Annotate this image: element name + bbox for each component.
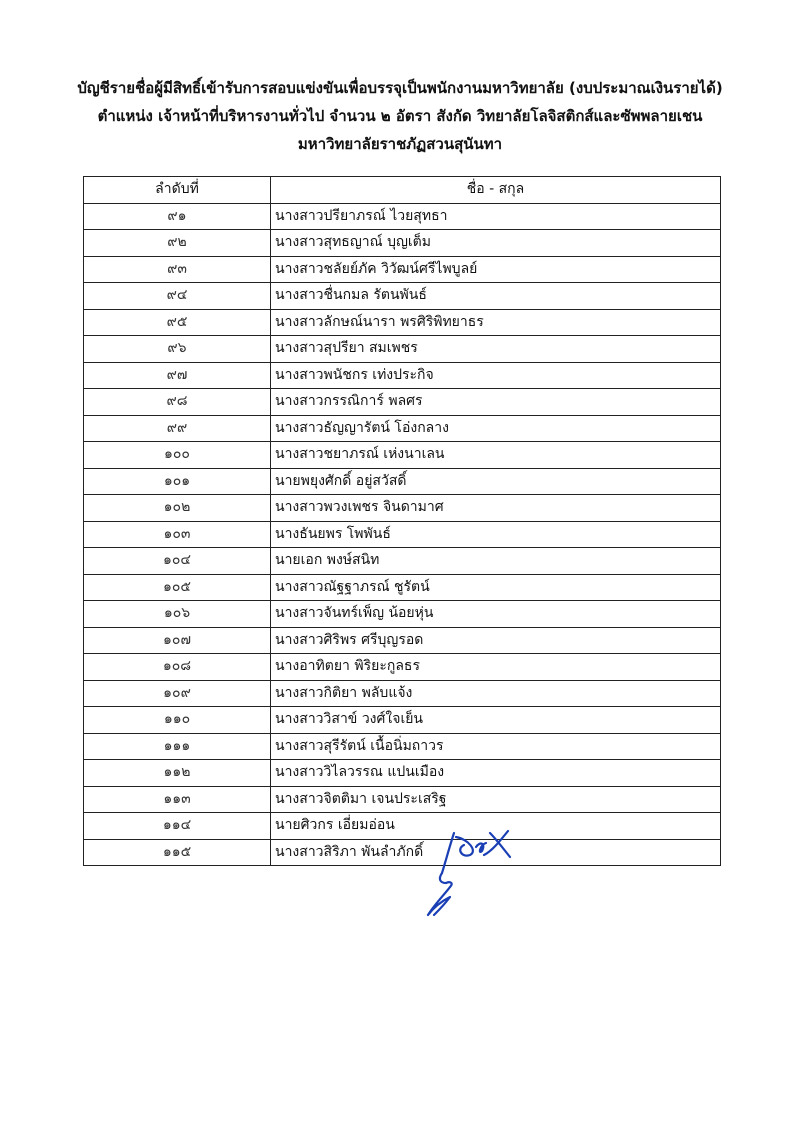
document-title-line2: ตำแหน่ง เจ้าหน้าที่บริหารงานทั่วไป จำนวน ๒ อัตรา สังกัด วิทยาลัยโลจิสติกส์และซัพพลายเชน — [97, 107, 703, 125]
table-row — [84, 495, 721, 522]
row-full-name: นายพยุงศักดิ์ อยู่สวัสดิ์ — [271, 468, 721, 495]
row-order-number: ๙๘ — [84, 389, 271, 416]
row-order-number: ๑๑๒ — [84, 760, 271, 787]
row-full-name: นางสาวศิริพร ศรีบุญรอด — [271, 627, 721, 654]
row-full-name: นางสาวจิตติมา เจนประเสริฐ — [271, 786, 721, 813]
row-full-name: นางสาววิสาข์ วงศ์ใจเย็น — [271, 707, 721, 734]
row-full-name: นางสาวธัญญารัตน์ โอ่งกลาง — [271, 415, 721, 442]
table-row — [84, 256, 721, 283]
row-order-number: ๑๐๑ — [84, 468, 271, 495]
table-row — [84, 574, 721, 601]
table-row — [84, 760, 721, 787]
row-full-name: นางสาววิไลวรรณ แปนเมือง — [271, 760, 721, 787]
row-order-number: ๑๑๔ — [84, 813, 271, 840]
table-row — [84, 336, 721, 363]
row-order-number: ๙๒ — [84, 230, 271, 257]
row-order-number: ๑๑๕ — [84, 839, 271, 866]
row-full-name: นางสาวกรรณิการ์ พลศร — [271, 389, 721, 416]
candidate-table — [83, 176, 721, 866]
table-row — [84, 601, 721, 628]
row-order-number: ๑๐๐ — [84, 442, 271, 469]
row-order-number: ๑๑๓ — [84, 786, 271, 813]
row-order-number: ๑๐๔ — [84, 548, 271, 575]
row-order-number: ๙๑ — [84, 203, 271, 230]
document-title-line3: มหาวิทยาลัยราชภัฏสวนสุนันทา — [297, 135, 503, 153]
row-order-number: ๙๖ — [84, 336, 271, 363]
table-row — [84, 230, 721, 257]
row-order-number: ๑๐๕ — [84, 574, 271, 601]
row-full-name: นางสาวชยาภรณ์ เห่งนาเลน — [271, 442, 721, 469]
row-full-name: นางสาวชื่นกมล รัตนพันธ์ — [271, 283, 721, 310]
table-row — [84, 680, 721, 707]
table-row — [84, 521, 721, 548]
row-full-name: นางสาวลักษณ์นารา พรศิริพิทยาธร — [271, 309, 721, 336]
table-row — [84, 548, 721, 575]
row-order-number: ๑๑๐ — [84, 707, 271, 734]
table-row — [84, 733, 721, 760]
table-row — [84, 813, 721, 840]
row-full-name: นายศิวกร เอี่ยมอ่อน — [271, 813, 721, 840]
row-order-number: ๙๔ — [84, 283, 271, 310]
table-row — [84, 786, 721, 813]
table-row — [84, 707, 721, 734]
row-full-name: นายเอก พงษ์สนิท — [271, 548, 721, 575]
handwritten-signature — [420, 825, 530, 920]
row-full-name: นางสาวปรียาภรณ์ ไวยสุทธา — [271, 203, 721, 230]
table-row — [84, 283, 721, 310]
row-full-name: นางสาวกิติยา พลับแจ้ง — [271, 680, 721, 707]
table-row — [84, 442, 721, 469]
row-order-number: ๑๐๘ — [84, 654, 271, 681]
table-row — [84, 627, 721, 654]
document-title-line1: บัญชีรายชื่อผู้มีสิทธิ์เข้ารับการสอบแข่งขันเพื่อบรรจุเป็นพนักงานมหาวิทยาลัย (งบประมาณเงินรายได้) — [77, 79, 723, 97]
row-order-number: ๙๗ — [84, 362, 271, 389]
table-row — [84, 839, 721, 866]
row-order-number: ๙๙ — [84, 415, 271, 442]
table-row — [84, 468, 721, 495]
row-full-name: นางสาวพวงเพชร จินดามาศ — [271, 495, 721, 522]
table-row — [84, 415, 721, 442]
row-full-name: นางสาวสุรีรัตน์ เนื้อนิ่มถาวร — [271, 733, 721, 760]
row-full-name: นางสาวสิริภา พันลำภักดิ์ — [271, 839, 721, 866]
table-header-row — [84, 177, 721, 204]
table-row — [84, 309, 721, 336]
table-row — [84, 362, 721, 389]
row-order-number: ๑๑๑ — [84, 733, 271, 760]
row-full-name: นางสาวชลัยย์ภัค วิวัฒน์ศรีไพบูลย์ — [271, 256, 721, 283]
row-full-name: นางสาวจันทร์เพ็ญ น้อยหุ่น — [271, 601, 721, 628]
row-order-number: ๑๐๗ — [84, 627, 271, 654]
row-order-number: ๑๐๙ — [84, 680, 271, 707]
row-full-name: นางธันยพร โพพันธ์ — [271, 521, 721, 548]
row-order-number: ๑๐๒ — [84, 495, 271, 522]
row-full-name: นางสาวสุปรียา สมเพชร — [271, 336, 721, 363]
row-order-number: ๑๐๖ — [84, 601, 271, 628]
table-row — [84, 389, 721, 416]
row-order-number: ๑๐๓ — [84, 521, 271, 548]
row-full-name: นางสาวพนัชกร เท่งประกิจ — [271, 362, 721, 389]
row-full-name: นางสาวสุทธญาณ์ บุญเต็ม — [271, 230, 721, 257]
row-full-name: นางอาทิตยา พิริยะกูลธร — [271, 654, 721, 681]
table-row — [84, 203, 721, 230]
row-full-name: นางสาวณัฐฐาภรณ์ ชูรัตน์ — [271, 574, 721, 601]
row-order-number: ๙๓ — [84, 256, 271, 283]
row-order-number: ๙๕ — [84, 309, 271, 336]
column-header-name: ชื่อ - สกุล — [271, 177, 721, 204]
column-header-order: ลำดับที่ — [84, 177, 271, 204]
table-row — [84, 654, 721, 681]
